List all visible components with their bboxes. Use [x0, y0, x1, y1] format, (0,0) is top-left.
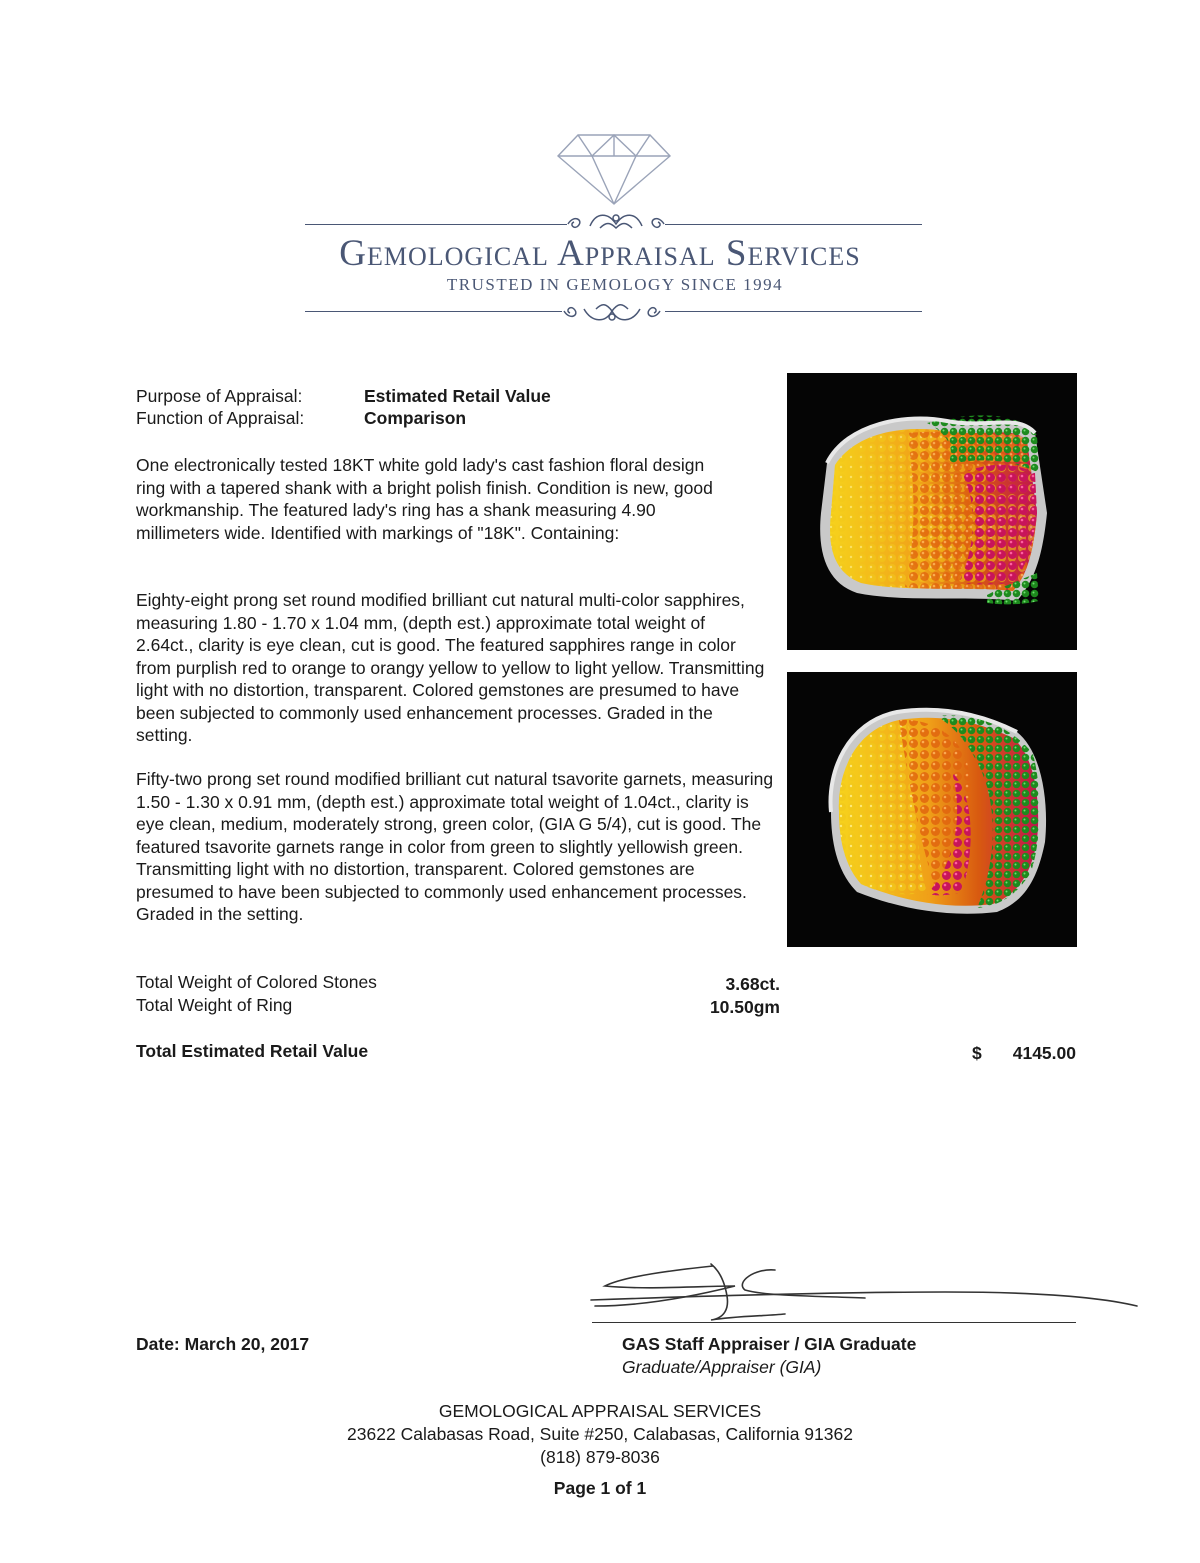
function-value: Comparison: [364, 408, 467, 428]
total-retail-label: Total Estimated Retail Value: [136, 1041, 369, 1061]
total-stones-label: Total Weight of Colored Stones: [136, 972, 377, 992]
diamond-logo-icon: [556, 132, 672, 206]
header-rule-top-left: [305, 224, 567, 225]
ring-description-paragraph: One electronically tested 18KT white gold lady's cast fashion floral design ring with a tapered shank with a bright polish finish. Condition is new, good workmanship. The featured lady's ring has a shank measuring 4.90 millimeters wide. Identified with markings of "18K". Containing:: [136, 455, 713, 543]
appraiser-signature: [585, 1256, 1145, 1328]
header-rule-bottom-left: [305, 311, 562, 312]
total-ring-value: 10.50gm: [709, 997, 780, 1017]
ring-photo-top: [787, 373, 1077, 650]
header-rule-bottom-right: [665, 311, 922, 312]
footer-phone: (818) 879-8036: [540, 1447, 660, 1467]
purpose-label: Purpose of Appraisal:: [136, 386, 303, 406]
currency-symbol: $: [972, 1043, 982, 1063]
total-retail-value: 4145.00: [1012, 1043, 1076, 1063]
company-logo-title: Gemological Appraisal Services: [339, 233, 861, 274]
sapphires-paragraph: Eighty-eight prong set round modified brilliant cut natural multi-color sapphires, measuring 1.80 - 1.70 x 1.04 mm, (depth est.) approximate total weight of 2.64ct., clarity is eye clean, cut is good. The featured sapphires range in color from purplish red to orange to orangy yellow to yellow to light yellow. Transmitting light with no distortion, transparent. Colored gemstones are presumed to have been subjected to commonly used enhancement processes. Graded in the setting.: [136, 590, 765, 745]
signature-line: [592, 1322, 1076, 1323]
flourish-bottom-icon: [556, 297, 668, 327]
function-label: Function of Appraisal:: [136, 408, 305, 428]
page-number: Page 1 of 1: [553, 1478, 647, 1498]
appraiser-title: GAS Staff Appraiser / GIA Graduate: [622, 1334, 917, 1354]
appraiser-subtitle: Graduate/Appraiser (GIA): [622, 1357, 822, 1377]
appraisal-date: Date: March 20, 2017: [136, 1334, 310, 1354]
footer-address: 23622 Calabasas Road, Suite #250, Calabasas, California 91362: [347, 1424, 853, 1444]
header-rule-top-right: [665, 224, 922, 225]
ring-photo-bottom: [787, 672, 1077, 947]
tsavorite-paragraph: Fifty-two prong set round modified brilliant cut natural tsavorite garnets, measuring 1.50 - 1.30 x 0.91 mm, (depth est.) approximate total weight of 1.04ct., clarity is eye clean, medium, moderately strong, green color, (GIA G 5/4), cut is good. The featured tsavorite garnets range in color from green to slightly yellowish green. Transmitting light with no distortion, transparent. Colored gemstones are presumed to have been subjected to commonly used enhancement processes. Graded in the setting.: [136, 769, 774, 924]
purpose-value: Estimated Retail Value: [364, 386, 551, 406]
total-ring-label: Total Weight of Ring: [136, 995, 293, 1015]
total-stones-value: 3.68ct.: [725, 974, 780, 994]
company-tagline: TRUSTED IN GEMOLOGY SINCE 1994: [446, 275, 784, 294]
footer-company: GEMOLOGICAL APPRAISAL SERVICES: [438, 1401, 762, 1421]
